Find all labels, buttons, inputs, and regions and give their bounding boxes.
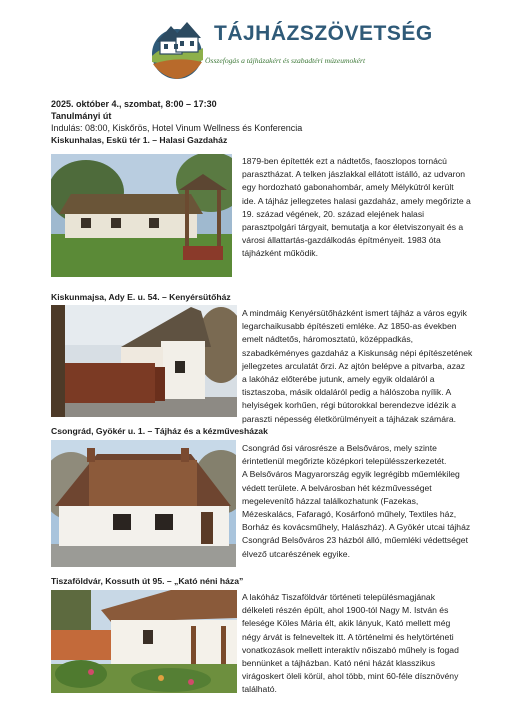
text-line: érintetlenül megőrizte középkori településszerkezetét. <box>242 456 447 467</box>
photo-kato-neni-haza <box>51 590 237 693</box>
text-line: parasztházat. A telken jászlakkal ellátott istálló, az udvaron <box>242 169 466 180</box>
photo-csongrad-tajhaz <box>51 440 236 567</box>
section-text-kiskunhalas <box>242 155 471 261</box>
text-line: a lakóház előterébe jutunk, amely egyik oldaláról a <box>242 374 435 385</box>
text-line: szabadkéményes gazdaház a Kiskunság népi építészetének <box>242 347 473 358</box>
text-line: A Belsőváros Magyarország egyik legrégibb műemlékileg <box>242 469 460 480</box>
section-text-csongrad <box>242 442 470 561</box>
logo-title: TÁJHÁZSZÖVETSÉG <box>214 22 433 45</box>
text-line: védett területe. A belvárosban hét kézművességet <box>242 482 432 493</box>
text-line: megelevenítő házzal találkozhatunk (Fazekas, <box>242 495 419 506</box>
text-line: parasztpolgári tárgyait, bemutatja a kor életviszonyait és a <box>242 222 464 233</box>
logo-tagline: Összefogás a tájházakért és szabadtéri múzeumokért <box>205 56 366 65</box>
text-line: délkeleti részén épült, ahol 1900-tól Nagy M. István és <box>242 605 449 616</box>
text-line: bennünket a tájházban. Kató néni házát klasszikus <box>242 658 436 669</box>
text-line: élvező utcarészének egyike. <box>242 548 350 559</box>
section-title-tiszafoldvar: Tiszaföldvár, Kossuth út 95. – „Kató néni háza” <box>51 576 244 586</box>
text-line: jellegzetes arculatát őrzi. Az ajtón belépve a pitvarba, azaz <box>242 360 466 371</box>
text-line: 1879-ben építették ezt a nádtetős, faoszlopos tornácú <box>242 156 447 166</box>
section-title-kiskunmajsa: Kiskunmajsa, Ady E. u. 54. – Kenyérsütőház <box>51 292 231 302</box>
text-line: A mindmáig Kenyérsütőházként ismert tájház a város egyik <box>242 308 467 318</box>
text-line: városi állattartás-gazdálkodás építményeit. 1983 óta <box>242 235 441 246</box>
text-line: felesége Köles Mária élt, akik lányuk, Kató mellett még <box>242 618 451 629</box>
house-logo-icon <box>147 12 209 80</box>
text-line: legarchaikusabb építészeti emléke. Az 1850-as években <box>242 321 457 332</box>
text-line: A lakóház Tiszaföldvár történeti településmagjának <box>242 592 435 602</box>
text-line: négy árvát is felneveltek itt. A történelmi és helytörténeti <box>242 631 454 642</box>
event-subtitle: Tanulmányi út <box>51 111 112 121</box>
text-line: Borház és kovácsműhely, Halászház). A Gyökér utcai tájház <box>242 522 471 533</box>
text-line: emelt nádtetős, háromosztatú, középpadkás, <box>242 334 414 345</box>
text-line: helyiségek korhűen, régi bútorokkal berendezve idézik a <box>242 400 457 411</box>
text-line: Csongrád ősi városrésze a Belsőváros, mely szinte <box>242 443 437 453</box>
text-line: található. <box>242 684 277 695</box>
text-line: tájházként működik. <box>242 248 318 259</box>
section-title-csongrad: Csongrád, Gyökér u. 1. – Tájház és a kézművesházak <box>51 426 268 436</box>
text-line: ide. A tájház jellegzetes halasi gazdaház, amely megőrizte a <box>242 195 471 206</box>
text-line: vonatkozások mellett interaktív nőiszabó műhely is fogad <box>242 644 459 655</box>
text-line: paraszti népesség életkörülményeit a tájházak számára. <box>242 413 457 424</box>
departure-info: Indulás: 08:00, Kiskőrös, Hotel Vinum Wellness és Konferencia <box>51 123 303 133</box>
photo-kenyersutohaz <box>51 305 237 417</box>
organization-logo <box>147 12 433 82</box>
photo-halasi-gazdahaz <box>51 154 232 277</box>
section-text-tiszafoldvar <box>242 591 459 697</box>
section-title-kiskunhalas: Kiskunhalas, Eskü tér 1. – Halasi Gazdaház <box>51 135 228 145</box>
section-text-kiskunmajsa <box>242 307 472 426</box>
text-line: Mézeskalács, Fafaragó, Kosárfonó műhely, Textiles ház, <box>242 509 457 520</box>
text-line: Csongrád Belsőváros 23 házból álló, műemléki védettséget <box>242 535 468 546</box>
text-line: tisztaszoba, másik oldaláról pedig a hálószoba nyílik. A <box>242 387 452 398</box>
text-line: 19. század végének, 20. század elejének halasi <box>242 208 425 219</box>
event-date: 2025. október 4., szombat, 8:00 – 17:30 <box>51 99 217 109</box>
text-line: egy hordozható gabonahombár, amely Mélykútról került <box>242 182 454 193</box>
text-line: virágoskert öleli körül, ahol több, mint 60-féle dísznövény <box>242 671 459 682</box>
